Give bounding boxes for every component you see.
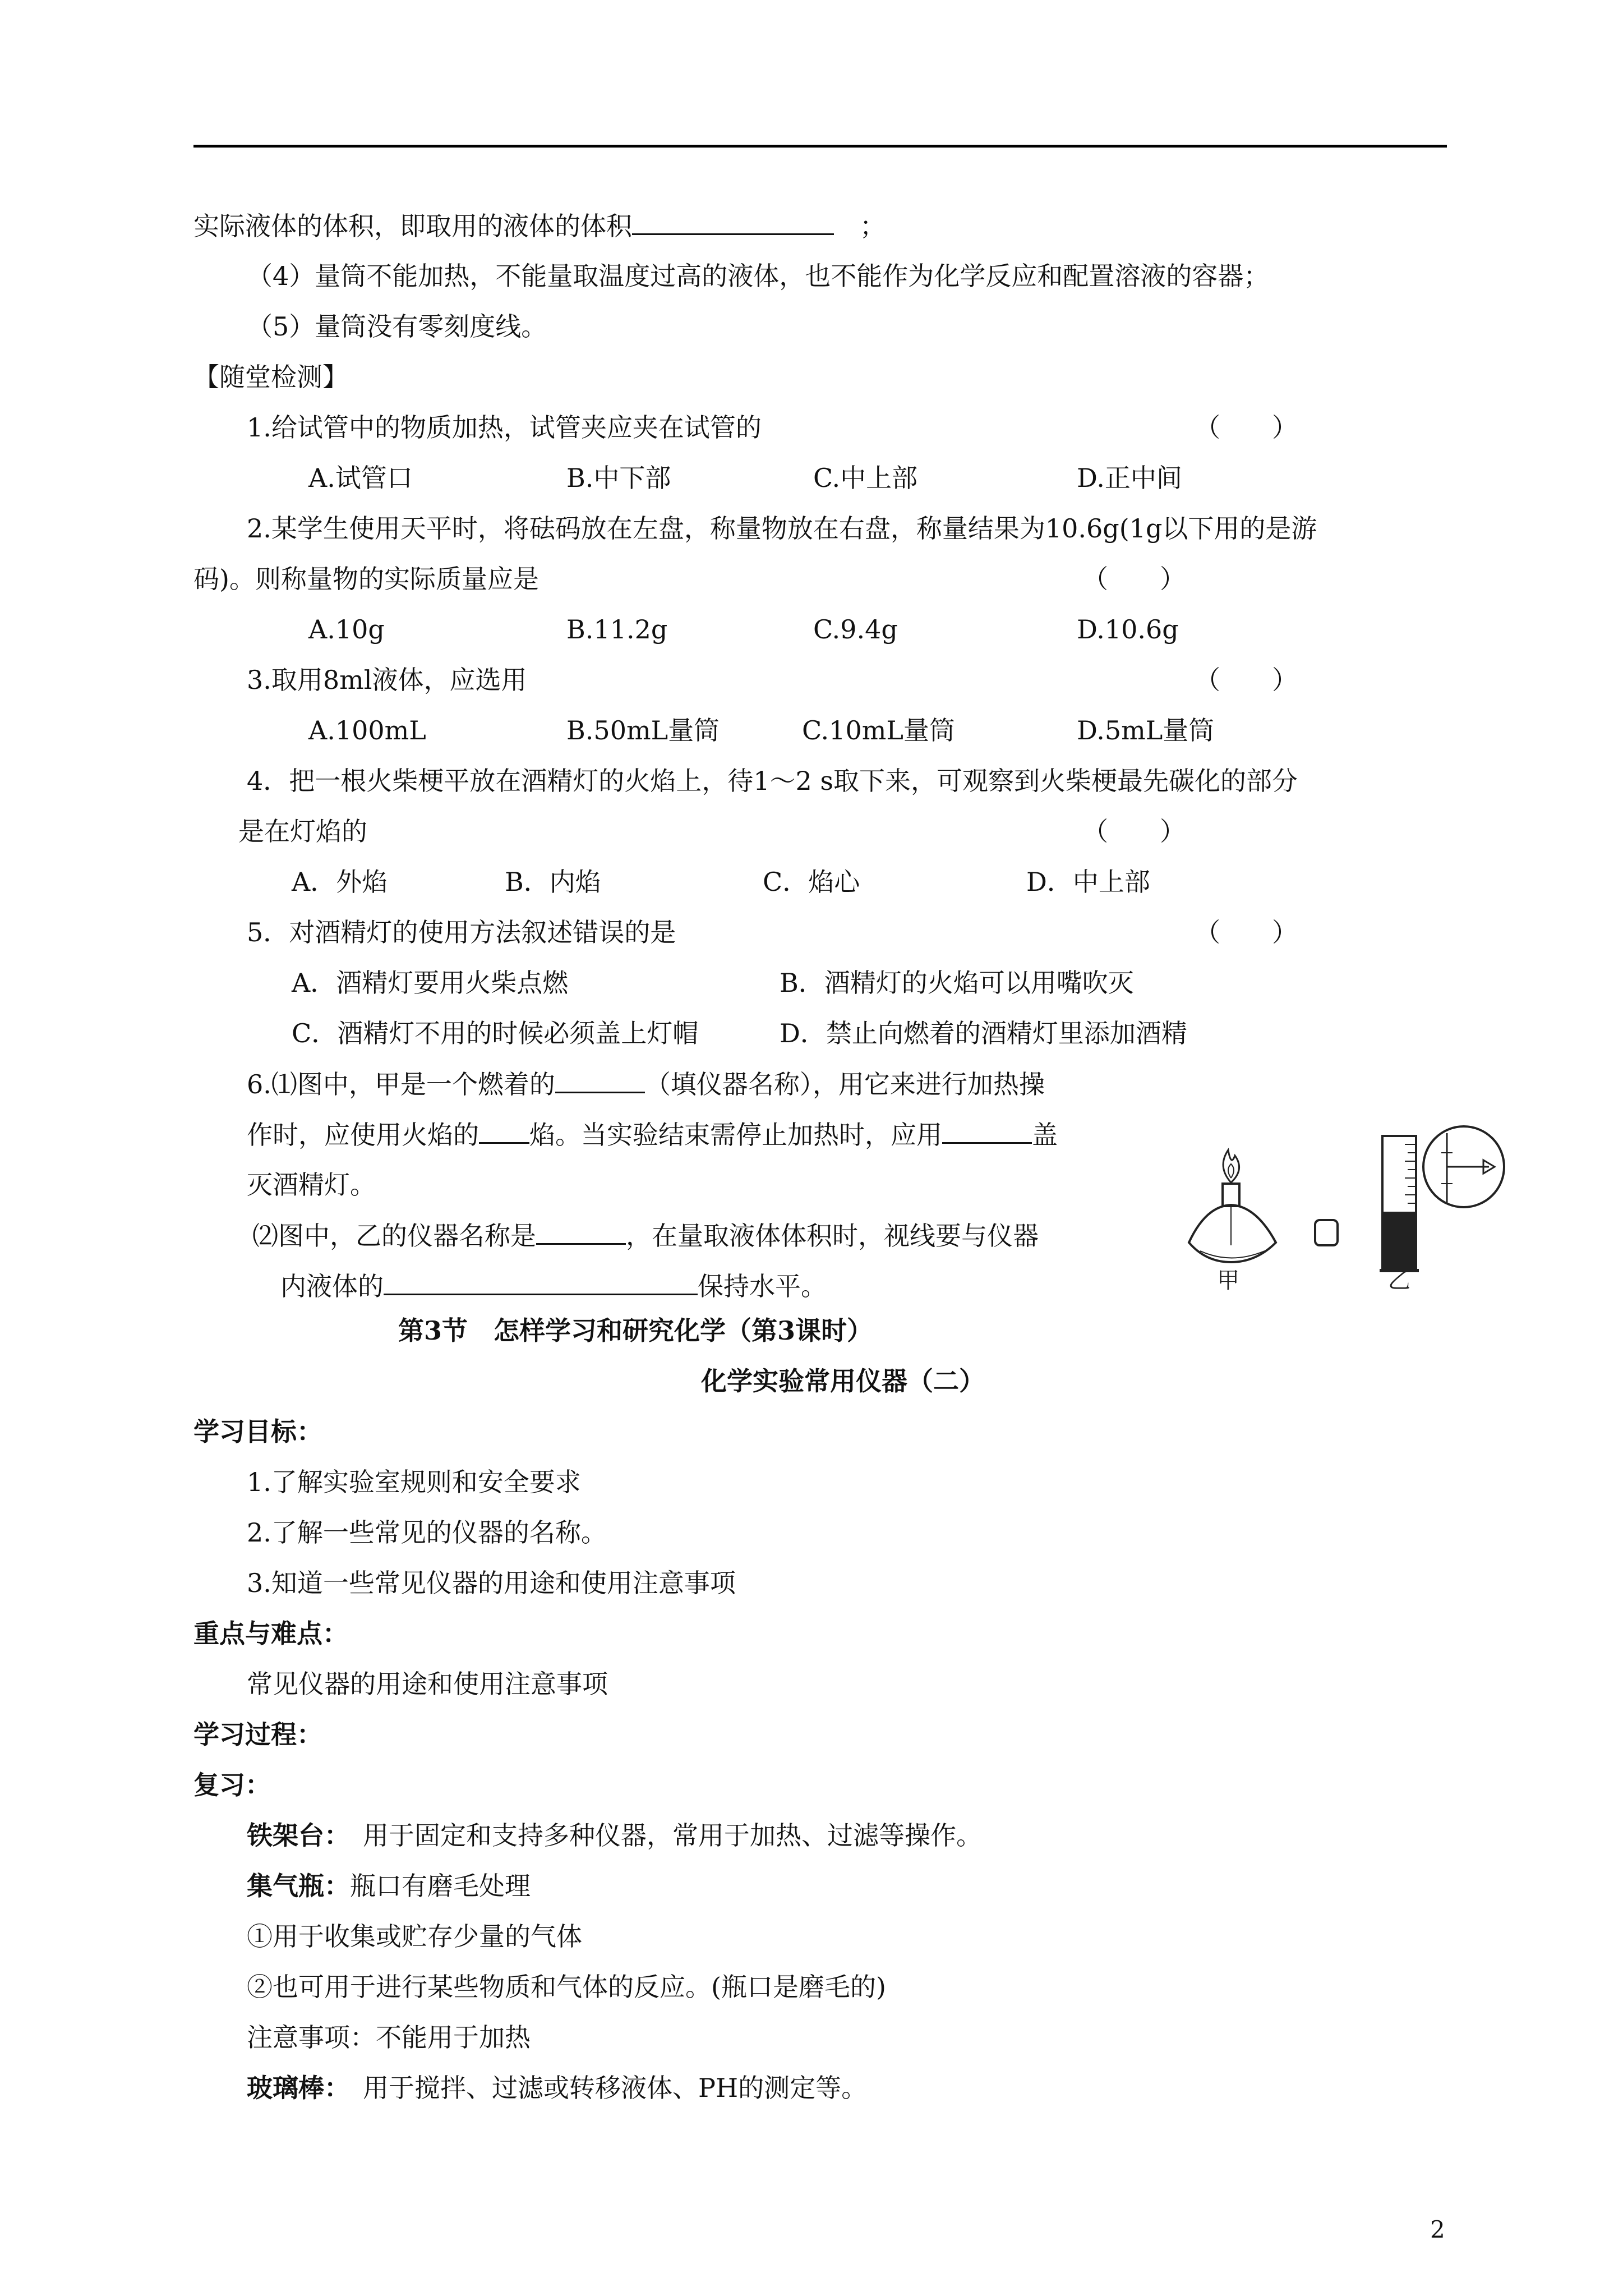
fill-blank[interactable] (942, 1117, 1032, 1144)
question-2-stem: 2.某学生使用天平时，将砝码放在左盘，称量物放在右盘，称量结果为10.6g(1g以下用的是游 (247, 513, 1317, 544)
option-a[interactable]: A．外焰 (292, 867, 388, 897)
question-3-options (0, 714, 1623, 747)
section-quiz-heading: 【随堂检测】 (193, 362, 348, 392)
gas-bottle-line: 集气瓶：瓶口有磨毛处理 (247, 1871, 531, 1901)
gas-bottle-use-1: ①用于收集或贮存少量的气体 (247, 1921, 582, 1952)
goal-item: 3.知道一些常见仪器的用途和使用注意事项 (247, 1568, 736, 1598)
text-line: 实际液体的体积，即取用的液体的体积 ； (193, 209, 886, 243)
question-1-options (0, 461, 1623, 495)
option-c[interactable]: C.10mL量筒 (802, 715, 955, 746)
question-1-stem: 1.给试管中的物质加热，试管夹应夹在试管的 (247, 412, 762, 443)
option-b[interactable]: B.11.2g (566, 614, 668, 645)
answer-paren[interactable]: （ ） (1082, 564, 1186, 594)
option-b[interactable]: B．内焰 (505, 867, 601, 897)
lesson-subtitle: 化学实验常用仪器（二） (701, 1366, 985, 1396)
glass-rod-line: 玻璃棒： 用于搅拌、过滤或转移液体、PH的测定等。 (247, 2073, 868, 2103)
question-4-options (0, 865, 1623, 899)
option-c[interactable]: C.中上部 (813, 463, 918, 493)
question-6-line-5: 内液体的 保持水平。 (280, 1269, 827, 1303)
option-c[interactable]: C．焰心 (763, 867, 860, 897)
option-a[interactable]: A.试管口 (308, 463, 413, 493)
question-5-stem: 5．对酒精灯的使用方法叙述错误的是 (247, 917, 676, 947)
alcohol-lamp-illustration (1189, 1150, 1276, 1262)
figure-alcohol-lamp-and-cylinder (1183, 1122, 1509, 1290)
answer-paren[interactable]: （ ） (1195, 917, 1298, 947)
fill-blank[interactable] (536, 1218, 626, 1245)
option-d[interactable]: D．中上部 (1026, 867, 1150, 897)
option-d[interactable]: D．禁止向燃着的酒精灯里添加酒精 (780, 1018, 1187, 1048)
goal-item: 1.了解实验室规则和安全要求 (247, 1467, 581, 1497)
option-d[interactable]: D.5mL量筒 (1077, 715, 1215, 746)
process-heading: 学习过程： (193, 1719, 322, 1750)
option-a[interactable]: A.10g (308, 614, 385, 645)
option-c[interactable]: C.9.4g (813, 614, 898, 645)
answer-paren[interactable]: （ ） (1082, 816, 1186, 846)
option-c[interactable]: C．酒精灯不用的时候必须盖上灯帽 (292, 1018, 699, 1048)
question-6-line-2: 作时，应使用火焰的 焰。当实验结束需停止加热时，应用 盖 (247, 1117, 1058, 1152)
answer-paren[interactable]: （ ） (1195, 412, 1298, 443)
fill-blank[interactable] (555, 1067, 645, 1093)
gas-bottle-note: 注意事项：不能用于加热 (247, 2022, 531, 2053)
option-a[interactable]: A.100mL (308, 715, 426, 746)
note-5: （5）量筒没有零刻度线。 (247, 311, 547, 342)
goal-item: 2.了解一些常见的仪器的名称。 (247, 1517, 607, 1548)
question-6-line-1: 6.⑴图中，甲是一个燃着的 （填仪器名称），用它来进行加热操 (247, 1067, 1045, 1101)
fill-blank[interactable] (632, 209, 834, 235)
lamp-cap-illustration (1315, 1220, 1338, 1245)
question-4-stem: 4．把一根火柴梗平放在酒精灯的火焰上，待1～2 s取下来，可观察到火柴梗最先碳化的部分 (247, 766, 1298, 796)
iron-stand-line: 铁架台： 用于固定和支持多种仪器，常用于加热、过滤等操作。 (247, 1820, 982, 1851)
figure-label-jia: 甲 (1217, 1268, 1239, 1290)
question-6-line-3: 灭酒精灯。 (247, 1170, 376, 1200)
question-2-stem-cont: 码)。则称量物的实际质量应是 (193, 564, 539, 594)
question-5-options-row1 (0, 966, 1623, 1000)
header-rule (193, 145, 1447, 148)
lesson-title: 第3节 怎样学习和研究化学（第3课时） (398, 1315, 873, 1346)
question-3-stem: 3.取用8ml液体，应选用 (247, 665, 527, 695)
option-b[interactable]: B．酒精灯的火焰可以用嘴吹灭 (780, 968, 1134, 998)
fill-blank[interactable] (479, 1117, 529, 1144)
note-4: （4）量筒不能加热，不能量取温度过高的液体，也不能作为化学反应和配置溶液的容器； (247, 261, 1270, 291)
key-points-text: 常见仪器的用途和使用注意事项 (247, 1669, 608, 1699)
fill-blank[interactable] (384, 1269, 698, 1295)
question-6-line-4: ⑵图中，乙的仪器名称是 ，在量取液体体积时，视线要与仪器 (252, 1218, 1039, 1253)
option-b[interactable]: B.50mL量筒 (566, 715, 720, 746)
review-heading: 复习： (193, 1770, 271, 1800)
question-4-stem-cont: 是在灯焰的 (238, 816, 367, 846)
option-a[interactable]: A．酒精灯要用火柴点燃 (292, 968, 569, 998)
gas-bottle-use-2: ②也可用于进行某些物质和气体的反应。(瓶口是磨毛的) (247, 1972, 886, 2002)
option-b[interactable]: B.中下部 (566, 463, 671, 493)
answer-paren[interactable]: （ ） (1195, 665, 1298, 695)
graduated-cylinder-illustration (1380, 1126, 1504, 1271)
goals-heading: 学习目标： (193, 1416, 322, 1447)
key-points-heading: 重点与难点： (193, 1618, 348, 1649)
option-d[interactable]: D.10.6g (1077, 614, 1179, 645)
figure-label-yi: 乙 (1388, 1268, 1410, 1290)
page-number: 2 (1430, 2216, 1445, 2243)
question-5-options-row2 (0, 1016, 1623, 1050)
option-d[interactable]: D.正中间 (1077, 463, 1182, 493)
question-2-options (0, 613, 1623, 646)
